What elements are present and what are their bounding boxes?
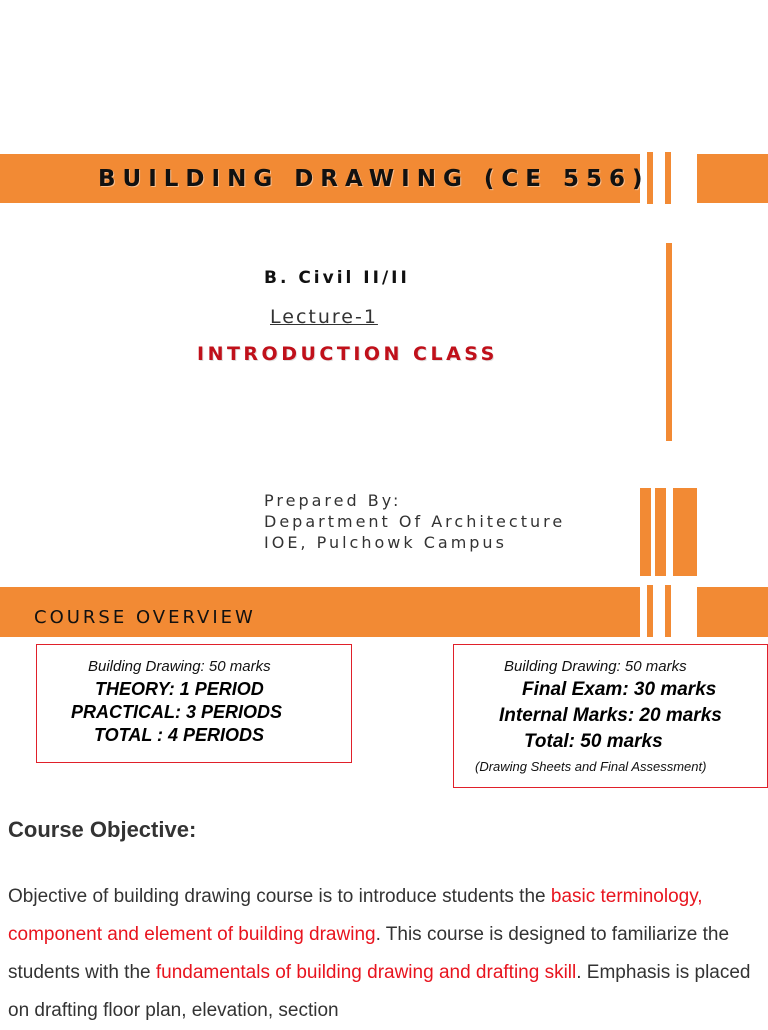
vertical-accent-line [666, 243, 672, 441]
campus-label: IOE, Pulchowk Campus [264, 533, 507, 552]
lecture-label: Lecture-1 [270, 306, 378, 328]
slide-title: BUILDING DRAWING (CE 556) [98, 166, 650, 192]
objective-highlight-1: basic terminology, component and element of building drawing [8, 886, 703, 945]
title-band-right [697, 154, 768, 203]
program-label: B. Civil II/II [264, 268, 410, 288]
objective-text-1: Objective of building drawing course is to introduce students the [8, 886, 551, 907]
total-periods: TOTAL : 4 PERIODS [94, 725, 265, 745]
periods-box [36, 644, 352, 763]
prepared-bar-1 [640, 488, 651, 576]
periods-box-header: Building Drawing: 50 marks [88, 658, 271, 675]
department-label: Department Of Architecture [264, 512, 566, 531]
final-exam-marks: Final Exam: 30 marks [522, 679, 717, 700]
objective-highlight-2: fundamentals of building drawing and drafting skill [155, 962, 577, 983]
internal-marks: Internal Marks: 20 marks [499, 705, 722, 726]
objective-text-3: . Emphasis is placed on drafting floor plan, elevation, section [8, 962, 751, 1021]
theory-periods: THEORY: 1 PERIOD [95, 679, 264, 699]
overview-band-right [697, 587, 768, 637]
prepared-bar-3 [673, 488, 697, 576]
marks-box [453, 644, 768, 788]
marks-box-header: Building Drawing: 50 marks [504, 658, 687, 675]
title-bar-2 [665, 152, 671, 204]
overview-bar-1 [647, 585, 653, 637]
objective-heading: Course Objective: [8, 817, 197, 842]
prepared-by-block [264, 490, 565, 553]
overview-title: COURSE OVERVIEW [34, 607, 256, 628]
objective-text-2: . This course is designed to familiarize the students with the [8, 924, 730, 983]
marks-note: (Drawing Sheets and Final Assessment) [475, 759, 707, 774]
intro-title: INTRODUCTION CLASS [197, 343, 498, 365]
practical-periods: PRACTICAL: 3 PERIODS [71, 702, 283, 722]
objective-paragraph [8, 878, 758, 1030]
total-marks: Total: 50 marks [524, 731, 663, 752]
prepared-bar-2 [655, 488, 666, 576]
overview-bar-2 [665, 585, 671, 637]
prepared-by-label: Prepared By: [264, 491, 402, 510]
